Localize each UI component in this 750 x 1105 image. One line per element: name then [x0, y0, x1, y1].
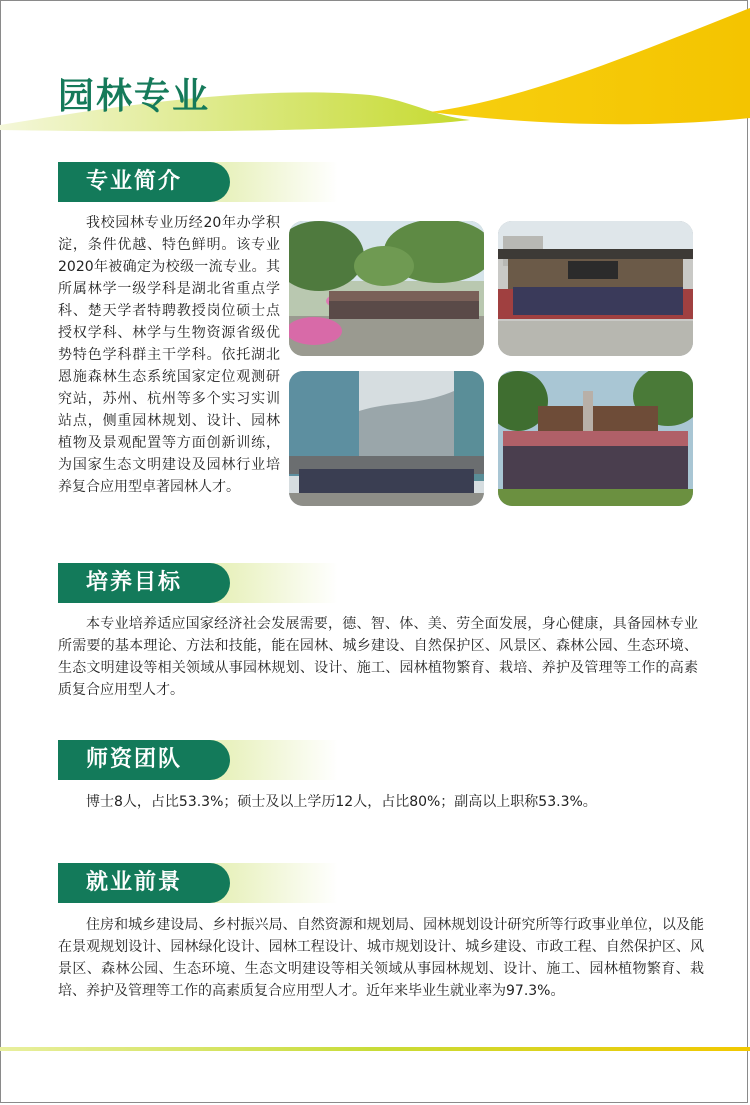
- photo-group-temple: [498, 371, 693, 506]
- faculty-paragraph: 博士8人，占比53.3%；硕士及以上学历12人，占比80%；副高以上职称53.3%。: [86, 794, 597, 810]
- career-paragraph: 住房和城乡建设局、乡村振兴局、自然资源和规划局、园林规划设计研究所等行政事业单位，以及能在景观规划设计、园林绿化设计、园林工程设计、城市规划设计、城乡建设、市政工程、自然保护区、风景区、森林公园、生态环境、生态文明建设等相关领域从事园林规划、设计、施工、园林植物繁育、栽培、养护及管理等工作的高素质复合应用型人才。近年来毕业生就业率为97.3%。: [58, 917, 704, 999]
- section-header-goal: [58, 563, 338, 603]
- section-tab-intro: [58, 162, 230, 202]
- photo-group-garden: [289, 221, 484, 356]
- section-label-faculty: 师资团队: [86, 747, 183, 772]
- section-label-career: 就业前景: [86, 870, 183, 895]
- bottom-divider: [0, 1047, 750, 1051]
- section-label-intro: 专业简介: [86, 169, 183, 194]
- section-tab-goal: [58, 563, 230, 603]
- photo-group-pavilion: [498, 221, 693, 356]
- section-tab-career: [58, 863, 230, 903]
- goal-paragraph: 本专业培养适应国家经济社会发展需要，德、智、体、美、劳全面发展，身心健康，具备园林专业所需要的基本理论、方法和技能，能在园林、城乡建设、自然保护区、风景区、森林公园、生态环境、生态文明建设等相关领域从事园林规划、设计、施工、园林植物繁育、栽培、养护及管理等工作的高素质复合应用型人才。: [58, 616, 698, 698]
- section-tab-faculty: [58, 740, 230, 780]
- intro-paragraph: 我校园林专业历经20年办学积淀，条件优越、特色鲜明。该专业2020年被确定为校级一流专业。其所属林学一级学科是湖北省重点学科、楚天学者特聘教授岗位硕士点授权学科、林学与生物资源省级优势特色学科群主干学科。依托湖北恩施森林生态系统国家定位观测研究站，苏州、杭州等多个实习实训站点，侧重园林规划、设计、园林植物及景观配置等方面创新训练，为国家生态文明建设及园林行业培养复合应用型卓著园林人才。: [58, 215, 280, 495]
- photo-group-building: [289, 371, 484, 506]
- section-header-career: [58, 863, 338, 903]
- page-title: 园林专业: [58, 76, 211, 117]
- section-header-faculty: [58, 740, 338, 780]
- section-header-intro: [58, 162, 338, 202]
- section-label-goal: 培养目标: [86, 570, 183, 595]
